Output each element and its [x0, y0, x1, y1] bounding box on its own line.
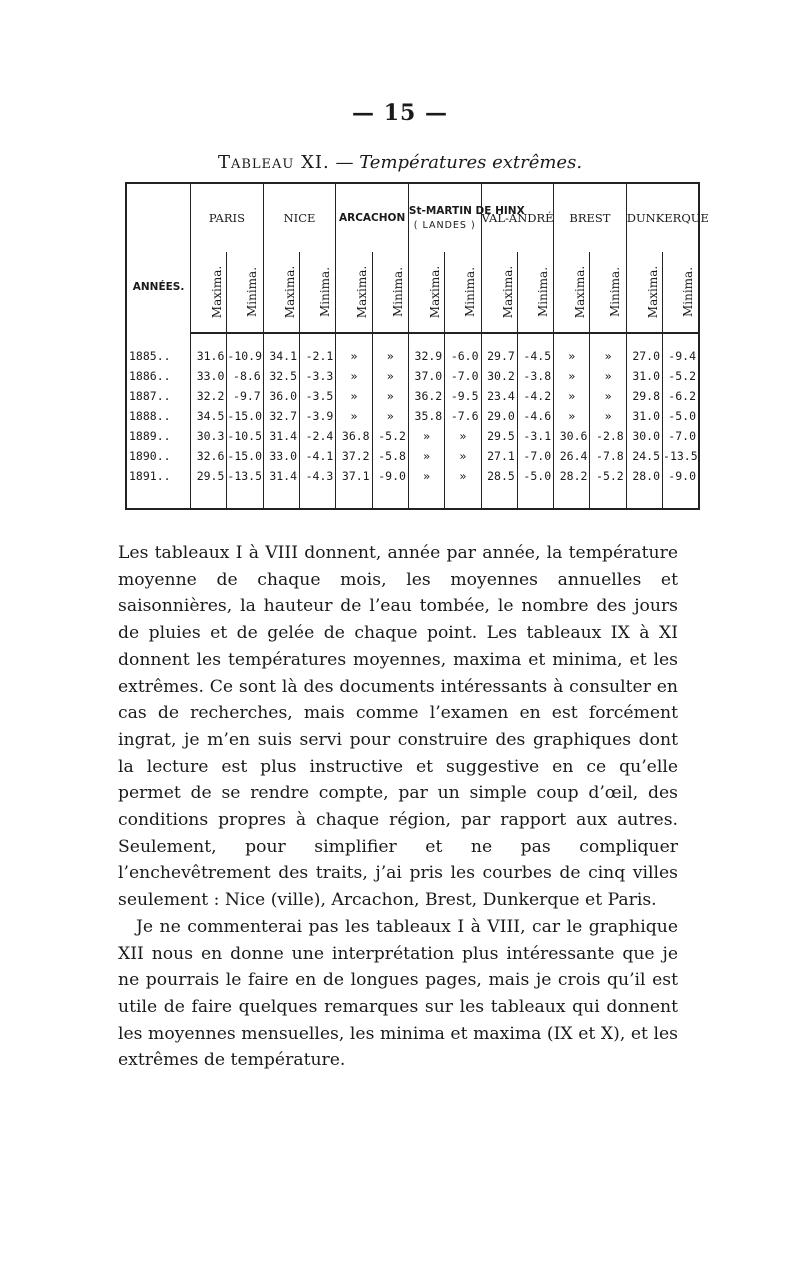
value-cell: 31.4 — [263, 466, 299, 486]
value-cell: -7.6 — [445, 406, 481, 426]
sub-header-minima — [590, 252, 626, 333]
table-row — [126, 446, 699, 466]
value-cell: 32.2 — [191, 386, 227, 406]
station-header-dunkerque: DUNKERQUE — [626, 183, 699, 252]
value-cell: » — [590, 406, 626, 426]
sub-header-maxima — [554, 252, 590, 333]
value-cell: 35.8 — [408, 406, 444, 426]
value-cell: 29.5 — [191, 466, 227, 486]
value-cell: -13.5 — [663, 446, 699, 466]
sub-header-label: Minima. — [318, 266, 333, 318]
year-cell: 1889.. — [126, 426, 191, 446]
value-cell: -3.3 — [300, 366, 336, 386]
value-cell: 36.0 — [263, 386, 299, 406]
value-cell: 36.8 — [336, 426, 372, 446]
value-cell: 36.2 — [408, 386, 444, 406]
year-cell: 1887.. — [126, 386, 191, 406]
sub-header-minima — [663, 252, 699, 333]
value-cell: 28.2 — [554, 466, 590, 486]
value-cell: » — [445, 446, 481, 466]
value-cell: 37.0 — [408, 366, 444, 386]
value-cell: » — [590, 386, 626, 406]
value-cell: » — [336, 386, 372, 406]
table-row — [126, 426, 699, 446]
value-cell: » — [554, 366, 590, 386]
value-cell: 29.5 — [481, 426, 517, 446]
year-cell: 1888.. — [126, 406, 191, 426]
value-cell: -7.0 — [517, 446, 553, 466]
value-cell: -2.1 — [300, 346, 336, 366]
value-cell: » — [445, 466, 481, 486]
value-cell: -4.6 — [517, 406, 553, 426]
value-cell: -10.5 — [227, 426, 263, 446]
value-cell: -4.3 — [300, 466, 336, 486]
value-cell: -9.7 — [227, 386, 263, 406]
value-cell: 29.0 — [481, 406, 517, 426]
st-martin-name: St-MARTIN DE HINX — [408, 204, 525, 217]
value-cell: 29.8 — [626, 386, 662, 406]
value-cell: » — [372, 386, 408, 406]
value-cell: -3.5 — [300, 386, 336, 406]
value-cell: 27.0 — [626, 346, 662, 366]
value-cell: -9.4 — [663, 346, 699, 366]
sub-header-label: Maxima. — [282, 265, 297, 319]
value-cell: » — [372, 406, 408, 426]
value-cell: 33.0 — [263, 446, 299, 466]
value-cell: -5.0 — [517, 466, 553, 486]
sub-header-maxima — [336, 252, 372, 333]
table-title — [0, 152, 800, 173]
value-cell: » — [372, 346, 408, 366]
value-cell: -3.1 — [517, 426, 553, 446]
value-cell: -5.2 — [663, 366, 699, 386]
value-cell: » — [336, 366, 372, 386]
value-cell: » — [336, 346, 372, 366]
sub-header-maxima — [263, 252, 299, 333]
value-cell: 31.6 — [191, 346, 227, 366]
value-cell: -3.9 — [300, 406, 336, 426]
value-cell: 34.5 — [191, 406, 227, 426]
year-column-header: ANNÉES. — [126, 183, 191, 333]
sub-header-maxima — [408, 252, 444, 333]
body-text — [118, 540, 678, 1074]
sub-header-label: Minima. — [463, 266, 478, 318]
value-cell: 34.1 — [263, 346, 299, 366]
value-cell: 29.7 — [481, 346, 517, 366]
sub-header-minima — [300, 252, 336, 333]
value-cell: 30.2 — [481, 366, 517, 386]
value-cell: 31.0 — [626, 406, 662, 426]
sub-header-maxima — [191, 252, 227, 333]
table-row — [126, 386, 699, 406]
value-cell: -4.1 — [300, 446, 336, 466]
value-cell: -5.8 — [372, 446, 408, 466]
value-cell: » — [554, 386, 590, 406]
station-header-val-andre: VAL-ANDRÉ — [481, 183, 554, 252]
value-cell: -7.0 — [663, 426, 699, 446]
year-cell: 1890.. — [126, 446, 191, 466]
value-cell: 28.5 — [481, 466, 517, 486]
sub-header-label: Minima. — [390, 266, 405, 318]
value-cell: » — [336, 406, 372, 426]
value-cell: 37.2 — [336, 446, 372, 466]
value-cell: 31.0 — [626, 366, 662, 386]
sub-header-maxima — [481, 252, 517, 333]
value-cell: -10.9 — [227, 346, 263, 366]
value-cell: » — [590, 366, 626, 386]
sub-header-label: Maxima. — [210, 265, 225, 319]
sub-header-label: Maxima. — [428, 265, 443, 319]
paragraph-2: Je ne commenterai pas les tableaux I à VIII, car le graphique XII nous en donne une interprétation plus intéressante que je ne pourrais le faire en de longues pages, mais je crois qu’il est utile de faire quelques remarques sur les tableaux qui donnent les moyennes mensuelles, les minima et maxima (IX et X), et les extrêmes de température. — [118, 916, 678, 1071]
value-cell: » — [408, 426, 444, 446]
spacer-row — [126, 333, 699, 346]
value-cell: 31.4 — [263, 426, 299, 446]
table-end-row — [126, 486, 699, 509]
sub-header-minima — [372, 252, 408, 333]
value-cell: -4.5 — [517, 346, 553, 366]
value-cell: » — [372, 366, 408, 386]
value-cell: » — [554, 346, 590, 366]
table-row — [126, 406, 699, 426]
value-cell: -15.0 — [227, 446, 263, 466]
value-cell: » — [554, 406, 590, 426]
value-cell: -2.8 — [590, 426, 626, 446]
value-cell: -13.5 — [227, 466, 263, 486]
value-cell: 27.1 — [481, 446, 517, 466]
value-cell: » — [445, 426, 481, 446]
value-cell: -4.2 — [517, 386, 553, 406]
value-cell: -5.2 — [590, 466, 626, 486]
value-cell: 23.4 — [481, 386, 517, 406]
value-cell: 24.5 — [626, 446, 662, 466]
temperature-table — [125, 182, 709, 510]
table-label: Tableau XI. — [217, 152, 330, 173]
value-cell: -15.0 — [227, 406, 263, 426]
sub-header-row — [126, 252, 699, 333]
sub-header-label: Minima. — [535, 266, 550, 318]
title-separator: — — [329, 152, 360, 173]
sub-header-label: Maxima. — [573, 265, 588, 319]
table-subtitle: Températures extrêmes. — [359, 152, 583, 173]
value-cell: 32.6 — [191, 446, 227, 466]
sub-header-maxima — [626, 252, 662, 333]
value-cell: -6.2 — [663, 386, 699, 406]
value-cell: -5.0 — [663, 406, 699, 426]
sub-header-label: Minima. — [681, 266, 696, 318]
value-cell: 30.3 — [191, 426, 227, 446]
sub-header-label: Maxima. — [645, 265, 660, 319]
value-cell: -2.4 — [300, 426, 336, 446]
value-cell: -9.0 — [372, 466, 408, 486]
value-cell: 30.6 — [554, 426, 590, 446]
year-cell: 1886.. — [126, 366, 191, 386]
value-cell: 28.0 — [626, 466, 662, 486]
value-cell: 32.5 — [263, 366, 299, 386]
sub-header-label: Maxima. — [500, 265, 515, 319]
table-row — [126, 346, 699, 366]
value-cell: -9.5 — [445, 386, 481, 406]
sub-header-label: Minima. — [245, 266, 260, 318]
value-cell: 33.0 — [191, 366, 227, 386]
page-number: — 15 — — [352, 100, 448, 126]
value-cell: » — [408, 446, 444, 466]
value-cell: 32.7 — [263, 406, 299, 426]
st-martin-sub: ( LANDES ) — [413, 219, 476, 231]
paragraph-1: Les tableaux I à VIII donnent, année par année, la température moyenne de chaque mois, les moyennes annuelles et saisonnières, la hauteur de l’eau tombée, le nombre des jours de pluies et de gelée de chaque point. Les tableaux IX à XI donnent les températures moyennes, maxima et minima, et les extrêmes. Ce sont là des documents intéressants à consulter en cas de recherches, mais comme l’examen en est forcément ingrat, je m’en suis servi pour construire des graphiques dont la lecture est plus instructive et suggestive en ce qu’elle permet de se rendre compte, par un simple coup d’œil, des conditions propres à chaque région, par rapport aux autres. Seulement, pour simplifier et ne pas compliquer l’enchevêtrement des traits, j’ai pris les courbes de cinq villes seulement : Nice (ville), Arcachon, Brest, Dunkerque et Paris. — [118, 543, 678, 911]
value-cell: -6.0 — [445, 346, 481, 366]
station-header-row — [126, 183, 699, 252]
sub-header-minima — [445, 252, 481, 333]
value-cell: 32.9 — [408, 346, 444, 366]
value-cell: -8.6 — [227, 366, 263, 386]
sub-header-minima — [227, 252, 263, 333]
sub-header-minima — [517, 252, 553, 333]
value-cell: -7.8 — [590, 446, 626, 466]
table-body — [126, 333, 699, 509]
sub-header-label: Maxima. — [355, 265, 370, 319]
value-cell: -5.2 — [372, 426, 408, 446]
station-header-nice: NICE — [263, 183, 336, 252]
table-row — [126, 366, 699, 386]
value-cell: -7.0 — [445, 366, 481, 386]
station-header-brest: BREST — [554, 183, 627, 252]
value-cell: -3.8 — [517, 366, 553, 386]
value-cell: » — [408, 466, 444, 486]
value-cell: » — [590, 346, 626, 366]
table-row — [126, 466, 699, 486]
station-header-paris: PARIS — [191, 183, 264, 252]
year-cell: 1891.. — [126, 466, 191, 486]
value-cell: 37.1 — [336, 466, 372, 486]
station-header-arcachon: ARCACHON — [336, 183, 409, 252]
sub-header-label: Minima. — [608, 266, 623, 318]
value-cell: 30.0 — [626, 426, 662, 446]
value-cell: -9.0 — [663, 466, 699, 486]
year-cell: 1885.. — [126, 346, 191, 366]
value-cell: 26.4 — [554, 446, 590, 466]
